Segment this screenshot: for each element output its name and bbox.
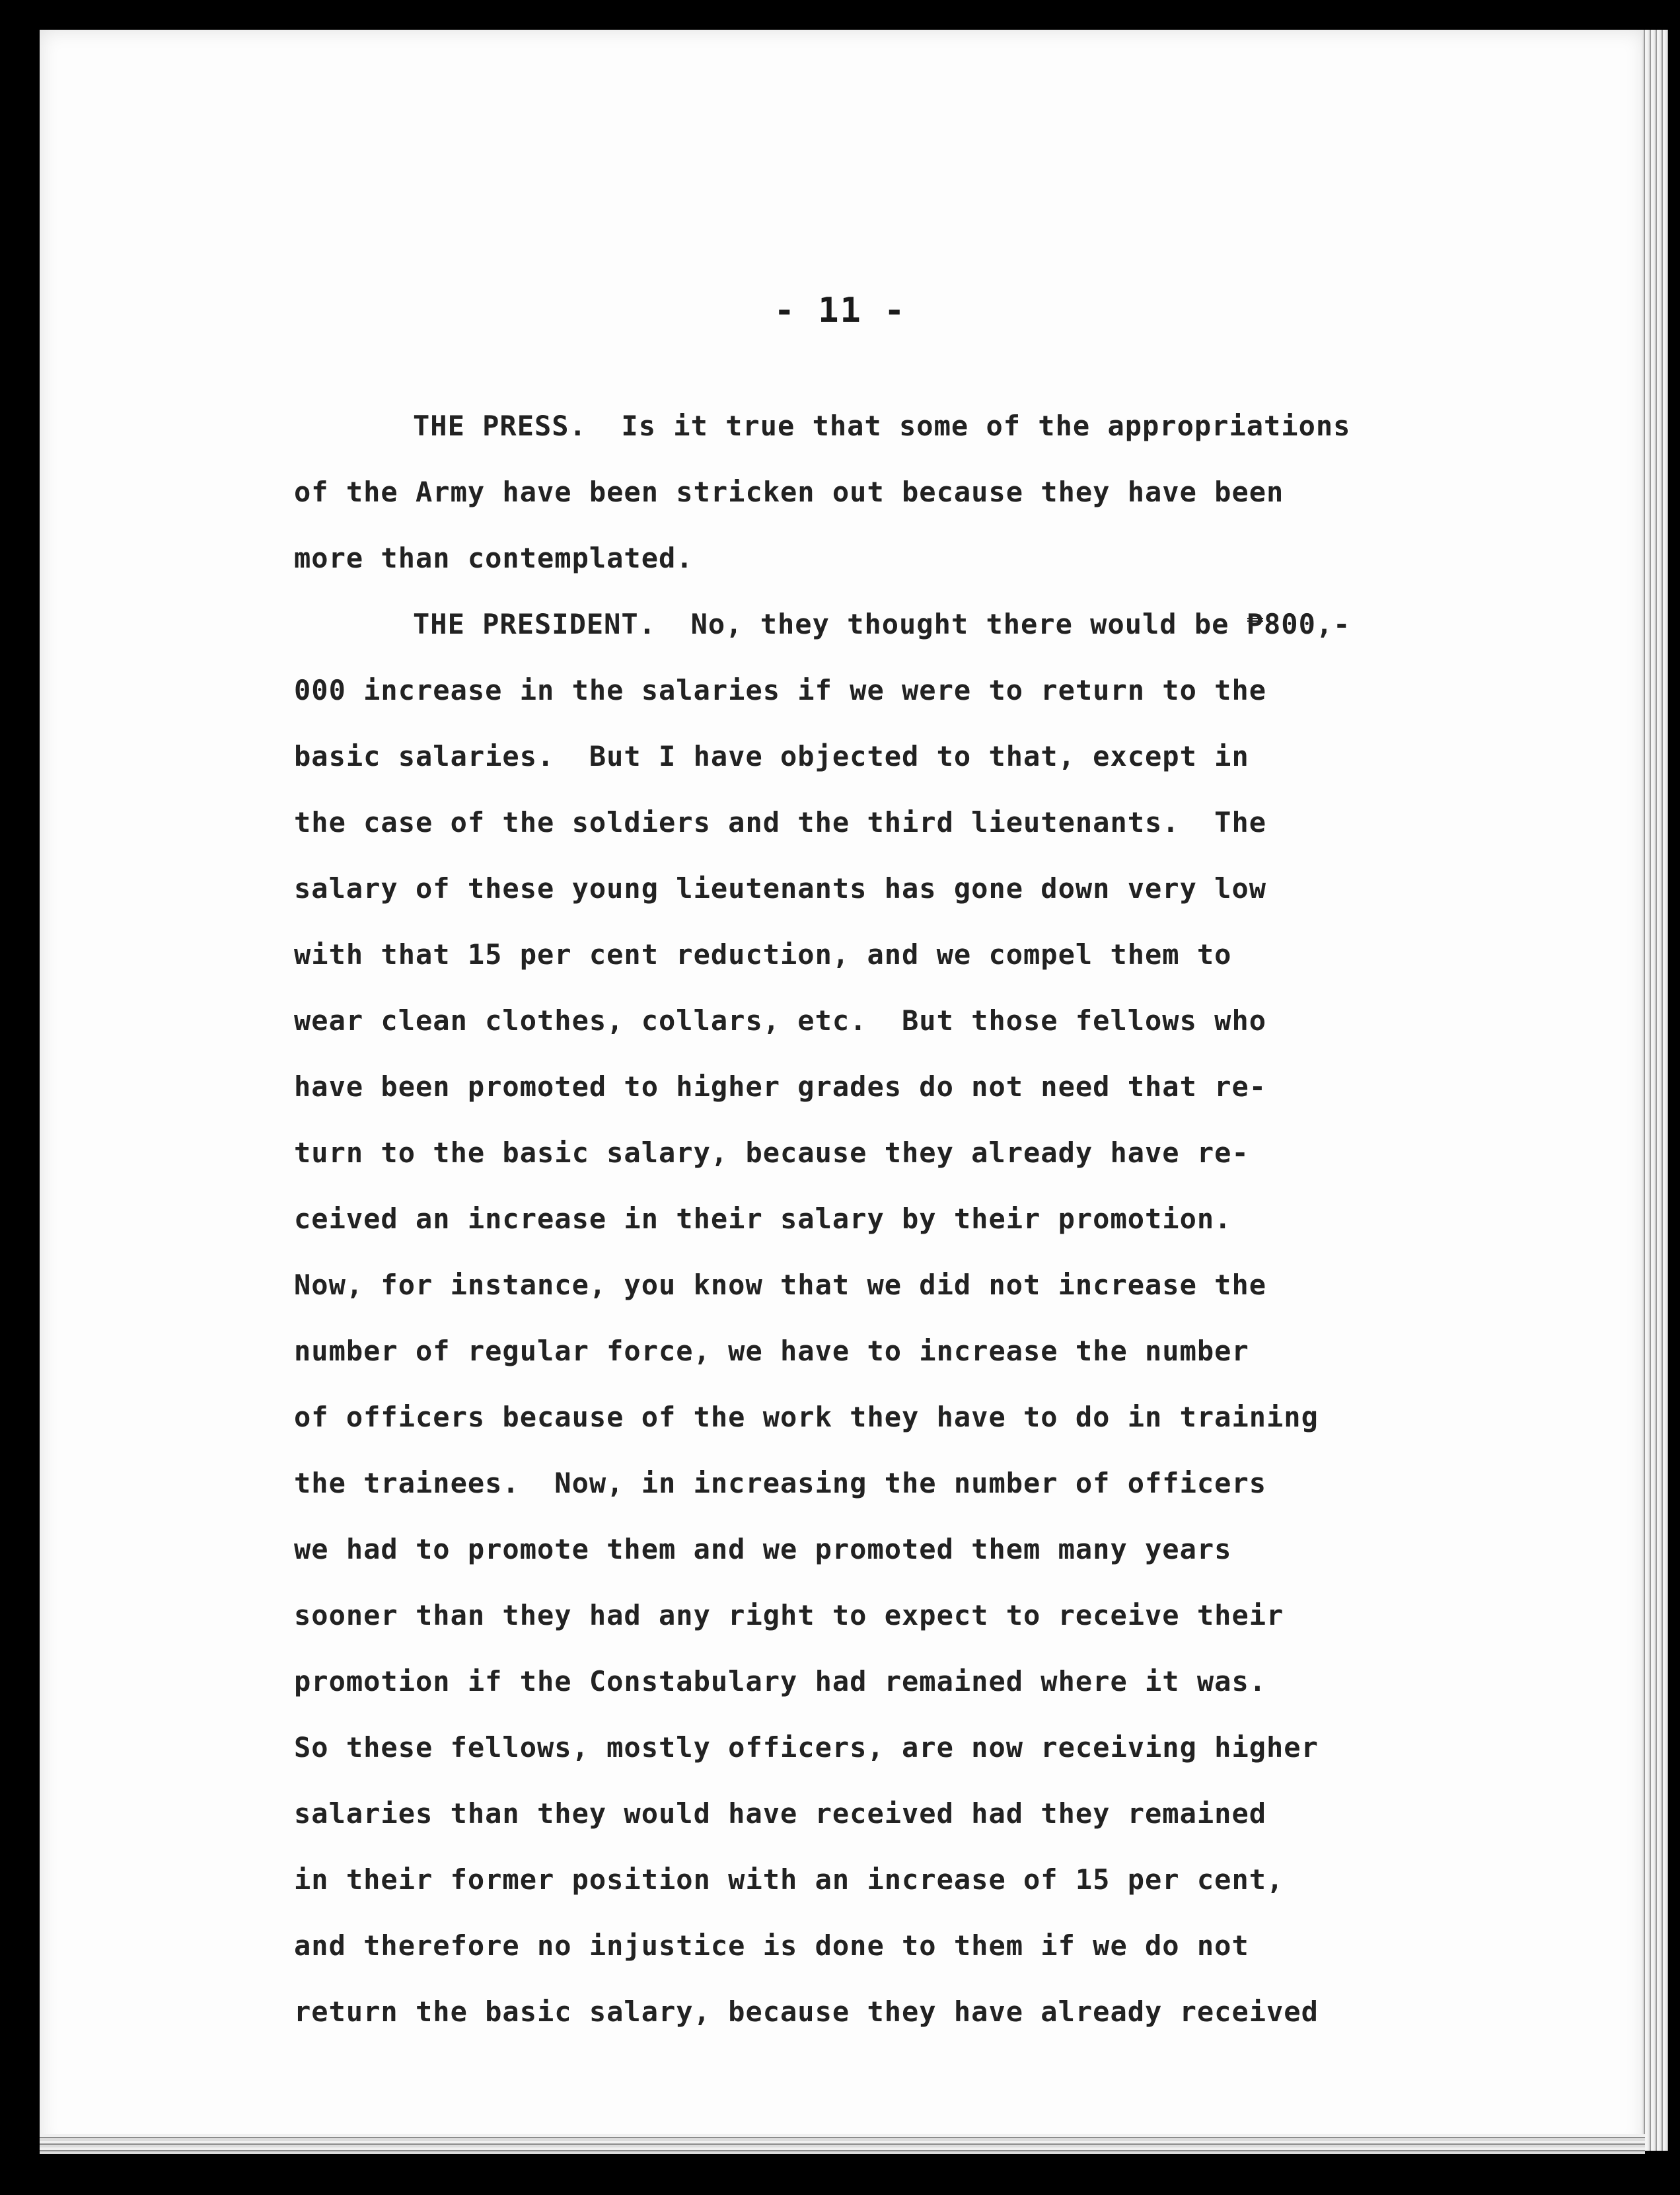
text-line: and therefore no injustice is done to them if we do not (294, 1929, 1249, 1962)
text-line: more than contemplated. (294, 542, 694, 574)
text-line: in their former position with an increase of 15 per cent, (294, 1863, 1284, 1896)
stacked-page-bottom (40, 2134, 1645, 2154)
text-line: turn to the basic salary, because they already have re- (294, 1136, 1249, 1169)
text-line: basic salaries. But I have objected to that, except in (294, 740, 1249, 772)
text-line: of the Army have been stricken out because they have been (294, 476, 1284, 508)
transcript-body (294, 393, 1496, 2045)
text-line: return the basic salary, because they have already received (294, 1995, 1319, 2028)
text-line: ceived an increase in their salary by their promotion. (294, 1203, 1232, 1235)
text-line: THE PRESS. Is it true that some of the appropriations (413, 410, 1351, 442)
text-line: salary of these young lieutenants has gone down very low (294, 872, 1267, 905)
text-line: number of regular force, we have to increase the number (294, 1335, 1249, 1367)
text-line: Now, for instance, you know that we did not increase the (294, 1269, 1267, 1301)
text-line: of officers because of the work they have to do in training (294, 1401, 1319, 1433)
text-line: 000 increase in the salaries if we were to return to the (294, 674, 1267, 706)
stacked-page-edge (1642, 30, 1668, 2151)
text-line: promotion if the Constabulary had remained where it was. (294, 1665, 1267, 1697)
page-number: - 11 - (774, 291, 906, 330)
text-line: So these fellows, mostly officers, are now receiving higher (294, 1731, 1319, 1764)
text-line: THE PRESIDENT. No, they thought there would be ₱800,- (413, 608, 1351, 640)
text-line: the case of the soldiers and the third lieutenants. The (294, 806, 1267, 838)
text-line: with that 15 per cent reduction, and we compel them to (294, 938, 1232, 971)
text-line: wear clean clothes, collars, etc. But those fellows who (294, 1004, 1267, 1037)
text-line: the trainees. Now, in increasing the number of officers (294, 1467, 1267, 1499)
text-line: have been promoted to higher grades do not need that re- (294, 1070, 1267, 1103)
text-line: salaries than they would have received had they remained (294, 1797, 1267, 1830)
text-line: sooner than they had any right to expect to receive their (294, 1599, 1284, 1631)
text-line: we had to promote them and we promoted them many years (294, 1533, 1232, 1565)
